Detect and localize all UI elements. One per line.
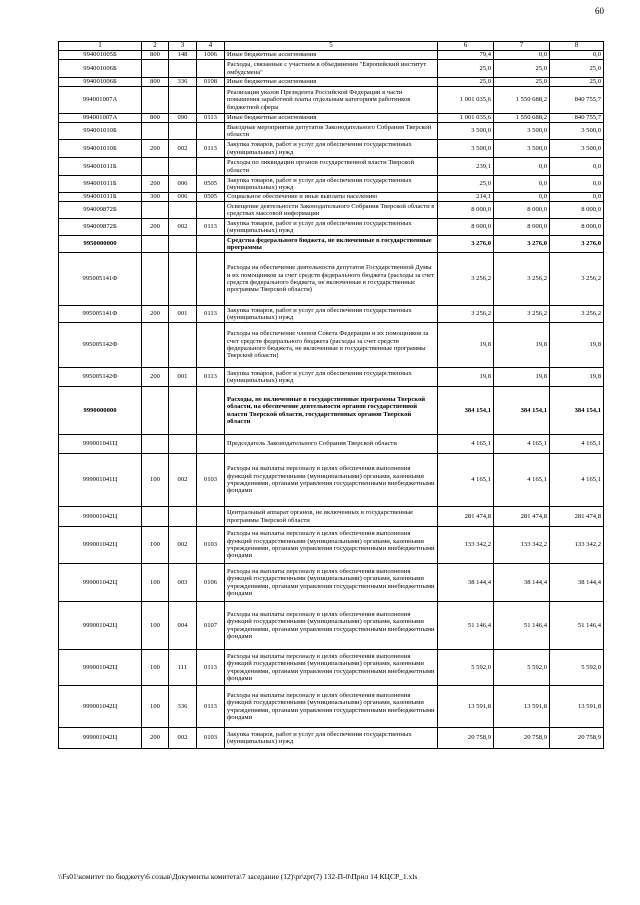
col3-cell: 336 [169, 78, 197, 87]
col2-cell: 200 [142, 219, 169, 236]
amount-col7-cell: 3 276,0 [494, 236, 550, 253]
col3-cell: 090 [169, 114, 197, 123]
code-cell: 994001005Б [59, 51, 142, 60]
table-row [59, 387, 604, 435]
code-cell: 994001010Б [59, 140, 142, 158]
code-cell: 9990000000 [59, 387, 142, 435]
col3-cell: 002 [169, 219, 197, 236]
amount-col7-cell: 20 758,9 [494, 728, 550, 749]
amount-col6-cell: 4 165,1 [438, 454, 494, 507]
table-row [59, 368, 604, 387]
description-cell: Закупка товаров, работ и услуг для обеспечения государственных (муниципальных) нужд [225, 306, 438, 323]
table-row [59, 140, 604, 158]
table-row [59, 158, 604, 176]
amount-col7-cell: 0,0 [494, 193, 550, 202]
col2-cell [142, 87, 169, 114]
col2-cell: 800 [142, 114, 169, 123]
description-cell: Председатель Законодательного Собрания Тверской области [225, 435, 438, 454]
amount-col7-cell: 281 474,8 [494, 507, 550, 527]
amount-col6-cell: 384 154,1 [438, 387, 494, 435]
col2-cell: 100 [142, 602, 169, 650]
description-cell: Закупка товаров, работ и услуг для обеспечения государственных (муниципальных) нужд [225, 368, 438, 387]
amount-col7-cell: 0,0 [494, 176, 550, 193]
table-row [59, 253, 604, 306]
col3-cell [169, 87, 197, 114]
description-cell: Центральный аппарат органов, не включенных в государственные программы Тверской области [225, 507, 438, 527]
table-row [59, 527, 604, 564]
table-row [59, 454, 604, 507]
header-row [59, 42, 604, 51]
table-row [59, 202, 604, 219]
amount-col6-cell: 133 342,2 [438, 527, 494, 564]
col4-cell: 0113 [197, 140, 225, 158]
amount-col6-cell: 3 256,2 [438, 306, 494, 323]
col4-cell: 0505 [197, 193, 225, 202]
table-row [59, 728, 604, 749]
col4-cell: 0113 [197, 306, 225, 323]
col3-cell: 111 [169, 650, 197, 686]
amount-col6-cell: 3 256,2 [438, 253, 494, 306]
table-row [59, 219, 604, 236]
header-cell: 5 [225, 42, 438, 51]
col2-cell: 100 [142, 686, 169, 728]
amount-col8-cell: 8 000,0 [550, 202, 604, 219]
amount-col8-cell: 5 592,0 [550, 650, 604, 686]
header-cell: 3 [169, 42, 197, 51]
code-cell: 995005141Ф [59, 306, 142, 323]
amount-col8-cell: 3 256,2 [550, 306, 604, 323]
amount-col7-cell: 38 144,4 [494, 564, 550, 602]
col2-cell [142, 158, 169, 176]
header-cell: 6 [438, 42, 494, 51]
amount-col6-cell: 19,8 [438, 368, 494, 387]
col2-cell [142, 323, 169, 368]
col3-cell: 003 [169, 564, 197, 602]
amount-col8-cell: 25,0 [550, 60, 604, 78]
col3-cell [169, 202, 197, 219]
col2-cell: 100 [142, 564, 169, 602]
amount-col6-cell: 1 001 035,6 [438, 87, 494, 114]
col2-cell [142, 202, 169, 219]
col2-cell: 300 [142, 193, 169, 202]
amount-col8-cell: 8 000,0 [550, 219, 604, 236]
col2-cell [142, 60, 169, 78]
amount-col8-cell: 384 154,1 [550, 387, 604, 435]
header-cell: 4 [197, 42, 225, 51]
amount-col8-cell: 51 146,4 [550, 602, 604, 650]
col2-cell: 200 [142, 368, 169, 387]
col4-cell: 0113 [197, 368, 225, 387]
amount-col6-cell: 25,0 [438, 78, 494, 87]
col4-cell: 0108 [197, 78, 225, 87]
amount-col6-cell: 19,8 [438, 323, 494, 368]
description-cell: Расходы, связанные с участием в объединении "Европейский институт омбудсмена" [225, 60, 438, 78]
description-cell: Расходы на выплаты персоналу в целях обеспечения выполнения функций государственными (муниципальными) органами, казенными учреждениями, органами управления государственными внебюджетными фондами [225, 454, 438, 507]
amount-col8-cell: 0,0 [550, 158, 604, 176]
col2-cell [142, 253, 169, 306]
code-cell: 999001041Ц [59, 454, 142, 507]
amount-col7-cell: 0,0 [494, 51, 550, 60]
amount-col7-cell: 384 154,1 [494, 387, 550, 435]
table-row [59, 435, 604, 454]
table-row [59, 686, 604, 728]
amount-col8-cell: 13 591,8 [550, 686, 604, 728]
table-row [59, 306, 604, 323]
amount-col6-cell: 38 144,4 [438, 564, 494, 602]
amount-col7-cell: 13 591,8 [494, 686, 550, 728]
description-cell: Выездные мероприятия депутатов Законодательного Собрания Тверской области [225, 123, 438, 140]
amount-col8-cell: 3 500,0 [550, 123, 604, 140]
table-row [59, 323, 604, 368]
code-cell: 9950000000 [59, 236, 142, 253]
description-cell: Расходы на выплаты персоналу в целях обеспечения выполнения функций государственными (муниципальными) органами, казенными учреждениями, органами управления государственными внебюджетными фондами [225, 527, 438, 564]
table-row [59, 87, 604, 114]
col3-cell [169, 387, 197, 435]
code-cell: 999001042Ц [59, 602, 142, 650]
amount-col7-cell: 8 000,0 [494, 219, 550, 236]
col2-cell [142, 435, 169, 454]
amount-col6-cell: 3 276,0 [438, 236, 494, 253]
amount-col7-cell: 3 256,2 [494, 306, 550, 323]
description-cell: Средства федерального бюджета, не включенные в государственные программы [225, 236, 438, 253]
code-cell: 995005142Ф [59, 368, 142, 387]
amount-col8-cell: 281 474,8 [550, 507, 604, 527]
code-cell: 994009872Б [59, 202, 142, 219]
col3-cell: 006 [169, 176, 197, 193]
col2-cell: 800 [142, 78, 169, 87]
table-row [59, 650, 604, 686]
description-cell: Расходы по ликвидации органов государственной власти Тверской области [225, 158, 438, 176]
amount-col7-cell: 1 550 688,2 [494, 87, 550, 114]
col4-cell: 0106 [197, 564, 225, 602]
page-number: 60 [595, 6, 604, 16]
code-cell: 999001042Ц [59, 564, 142, 602]
col4-cell: 0103 [197, 527, 225, 564]
col3-cell: 336 [169, 686, 197, 728]
col4-cell [197, 158, 225, 176]
description-cell: Иные бюджетные ассигнования [225, 78, 438, 87]
col2-cell: 200 [142, 306, 169, 323]
amount-col6-cell: 3 500,0 [438, 140, 494, 158]
col4-cell [197, 236, 225, 253]
amount-col8-cell: 19,8 [550, 368, 604, 387]
amount-col8-cell: 133 342,2 [550, 527, 604, 564]
col3-cell [169, 435, 197, 454]
col3-cell: 001 [169, 306, 197, 323]
description-cell: Иные бюджетные ассигнования [225, 114, 438, 123]
amount-col7-cell: 19,8 [494, 368, 550, 387]
amount-col7-cell: 3 500,0 [494, 140, 550, 158]
col3-cell [169, 158, 197, 176]
code-cell: 994001011Б [59, 193, 142, 202]
code-cell: 994001007А [59, 87, 142, 114]
amount-col7-cell: 8 000,0 [494, 202, 550, 219]
col2-cell: 100 [142, 527, 169, 564]
amount-col7-cell: 4 165,1 [494, 454, 550, 507]
col2-cell: 100 [142, 454, 169, 507]
col4-cell [197, 87, 225, 114]
col4-cell [197, 60, 225, 78]
col4-cell [197, 123, 225, 140]
description-cell: Закупка товаров, работ и услуг для обеспечения государственных (муниципальных) нужд [225, 219, 438, 236]
col3-cell [169, 507, 197, 527]
header-cell: 1 [59, 42, 142, 51]
table-row [59, 176, 604, 193]
col3-cell: 002 [169, 527, 197, 564]
col3-cell [169, 236, 197, 253]
col2-cell: 200 [142, 176, 169, 193]
col3-cell [169, 123, 197, 140]
amount-col6-cell: 8 000,0 [438, 219, 494, 236]
col4-cell [197, 435, 225, 454]
amount-col7-cell: 25,0 [494, 60, 550, 78]
amount-col8-cell: 0,0 [550, 176, 604, 193]
col4-cell: 0505 [197, 176, 225, 193]
amount-col8-cell: 3 256,2 [550, 253, 604, 306]
header-cell: 2 [142, 42, 169, 51]
amount-col6-cell: 4 165,1 [438, 435, 494, 454]
amount-col6-cell: 51 146,4 [438, 602, 494, 650]
description-cell: Реализация указов Президента Российской Федерации в части повышения заработной платы отдельным категориям работников бюджетной сферы [225, 87, 438, 114]
code-cell: 994001006Б [59, 60, 142, 78]
description-cell: Иные бюджетные ассигнования [225, 51, 438, 60]
code-cell: 994001010Б [59, 123, 142, 140]
col4-cell: 0113 [197, 686, 225, 728]
code-cell: 999001042Ц [59, 728, 142, 749]
amount-col7-cell: 5 592,0 [494, 650, 550, 686]
code-cell: 999001042Ц [59, 686, 142, 728]
description-cell: Закупка товаров, работ и услуг для обеспечения государственных (муниципальных) нужд [225, 176, 438, 193]
amount-col6-cell: 79,4 [438, 51, 494, 60]
amount-col8-cell: 840 755,7 [550, 114, 604, 123]
col4-cell: 0103 [197, 728, 225, 749]
amount-col8-cell: 4 165,1 [550, 435, 604, 454]
amount-col7-cell: 4 165,1 [494, 435, 550, 454]
code-cell: 994009872Б [59, 219, 142, 236]
description-cell: Закупка товаров, работ и услуг для обеспечения государственных (муниципальных) нужд [225, 140, 438, 158]
amount-col6-cell: 13 591,8 [438, 686, 494, 728]
col2-cell [142, 387, 169, 435]
header-cell: 7 [494, 42, 550, 51]
table-row [59, 193, 604, 202]
amount-col8-cell: 3 500,0 [550, 140, 604, 158]
col3-cell: 002 [169, 728, 197, 749]
amount-col7-cell: 1 550 688,2 [494, 114, 550, 123]
amount-col8-cell: 19,8 [550, 323, 604, 368]
description-cell: Расходы на обеспечение деятельности депутатов Государственной Думы и их помощников за счет средств федерального бюджета (расходы за счет средств федерального бюджета, не включенные в государственные программы Тверской области) [225, 253, 438, 306]
code-cell: 994001011Б [59, 158, 142, 176]
col3-cell [169, 323, 197, 368]
amount-col6-cell: 25,0 [438, 176, 494, 193]
col4-cell [197, 387, 225, 435]
col4-cell: 1006 [197, 51, 225, 60]
amount-col6-cell: 20 758,9 [438, 728, 494, 749]
col2-cell: 200 [142, 140, 169, 158]
amount-col8-cell: 38 144,4 [550, 564, 604, 602]
amount-col8-cell: 25,0 [550, 78, 604, 87]
table-row [59, 236, 604, 253]
code-cell: 995005141Ф [59, 253, 142, 306]
col3-cell: 148 [169, 51, 197, 60]
col4-cell [197, 253, 225, 306]
col4-cell: 0103 [197, 454, 225, 507]
col3-cell: 001 [169, 368, 197, 387]
description-cell: Расходы, не включенные в государственные программы Тверской области, на обеспечение деятельности органов государственной власти Тверской области, государственных органов Тверской области [225, 387, 438, 435]
amount-col8-cell: 840 755,7 [550, 87, 604, 114]
code-cell: 999001041Ц [59, 435, 142, 454]
amount-col8-cell: 20 758,9 [550, 728, 604, 749]
amount-col7-cell: 25,0 [494, 78, 550, 87]
amount-col6-cell: 281 474,8 [438, 507, 494, 527]
col4-cell [197, 202, 225, 219]
code-cell: 994001007А [59, 114, 142, 123]
amount-col6-cell: 5 592,0 [438, 650, 494, 686]
amount-col8-cell: 4 165,1 [550, 454, 604, 507]
col4-cell: 0113 [197, 114, 225, 123]
col2-cell: 800 [142, 51, 169, 60]
amount-col6-cell: 8 000,0 [438, 202, 494, 219]
table-row [59, 123, 604, 140]
description-cell: Расходы на выплаты персоналу в целях обеспечения выполнения функций государственными (муниципальными) органами, казенными учреждениями, органами управления государственными внебюджетными фондами [225, 602, 438, 650]
col3-cell: 002 [169, 454, 197, 507]
col4-cell: 0113 [197, 650, 225, 686]
table-row [59, 78, 604, 87]
col3-cell: 004 [169, 602, 197, 650]
file-path-footer: \\Fs01\комитет по бюджету\6 созыв\Документы комитета\7 заседание (12)\pr\zpr(7) 132-П-0\Прил 14 КЦСР_1.xls [58, 872, 418, 881]
amount-col7-cell: 0,0 [494, 158, 550, 176]
amount-col6-cell: 239,1 [438, 158, 494, 176]
amount-col6-cell: 3 500,0 [438, 123, 494, 140]
amount-col7-cell: 3 256,2 [494, 253, 550, 306]
description-cell: Расходы на выплаты персоналу в целях обеспечения выполнения функций государственными (муниципальными) органами, казенными учреждениями, органами управления государственными внебюджетными фондами [225, 686, 438, 728]
col2-cell: 100 [142, 650, 169, 686]
col2-cell: 200 [142, 728, 169, 749]
description-cell: Закупка товаров, работ и услуг для обеспечения государственных (муниципальных) нужд [225, 728, 438, 749]
col3-cell: 002 [169, 140, 197, 158]
col4-cell [197, 323, 225, 368]
table-row [59, 507, 604, 527]
table-row [59, 602, 604, 650]
col3-cell: 006 [169, 193, 197, 202]
amount-col8-cell: 0,0 [550, 51, 604, 60]
amount-col7-cell: 51 146,4 [494, 602, 550, 650]
code-cell: 999001042Ц [59, 527, 142, 564]
code-cell: 999001042Ц [59, 507, 142, 527]
description-cell: Освещение деятельности Законодательного Собрания Тверской области в средствах массовой информации [225, 202, 438, 219]
code-cell: 994001006Б [59, 78, 142, 87]
col2-cell [142, 123, 169, 140]
table-row [59, 60, 604, 78]
budget-table [58, 41, 604, 749]
header-cell: 8 [550, 42, 604, 51]
code-cell: 994001011Б [59, 176, 142, 193]
col4-cell: 0113 [197, 219, 225, 236]
table-row [59, 114, 604, 123]
table-row [59, 51, 604, 60]
col3-cell [169, 253, 197, 306]
description-cell: Расходы на обеспечение членов Совета Федерации и их помощников за счет средств федерального бюджета (расходы за счет средств федерального бюджета, не включенные в государственные программы Тверской области) [225, 323, 438, 368]
description-cell: Социальное обеспечение и иные выплаты населению [225, 193, 438, 202]
amount-col8-cell: 0,0 [550, 193, 604, 202]
amount-col8-cell: 3 276,0 [550, 236, 604, 253]
col3-cell [169, 60, 197, 78]
description-cell: Расходы на выплаты персоналу в целях обеспечения выполнения функций государственными (муниципальными) органами, казенными учреждениями, органами управления государственными внебюджетными фондами [225, 564, 438, 602]
col2-cell [142, 507, 169, 527]
amount-col7-cell: 19,8 [494, 323, 550, 368]
col4-cell [197, 507, 225, 527]
col4-cell: 0107 [197, 602, 225, 650]
amount-col7-cell: 133 342,2 [494, 527, 550, 564]
description-cell: Расходы на выплаты персоналу в целях обеспечения выполнения функций государственными (муниципальными) органами, казенными учреждениями, органами управления государственными внебюджетными фондами [225, 650, 438, 686]
table-row [59, 564, 604, 602]
amount-col7-cell: 3 500,0 [494, 123, 550, 140]
col2-cell [142, 236, 169, 253]
code-cell: 995005142Ф [59, 323, 142, 368]
amount-col6-cell: 25,0 [438, 60, 494, 78]
code-cell: 999001042Ц [59, 650, 142, 686]
amount-col6-cell: 1 001 035,6 [438, 114, 494, 123]
amount-col6-cell: 214,1 [438, 193, 494, 202]
